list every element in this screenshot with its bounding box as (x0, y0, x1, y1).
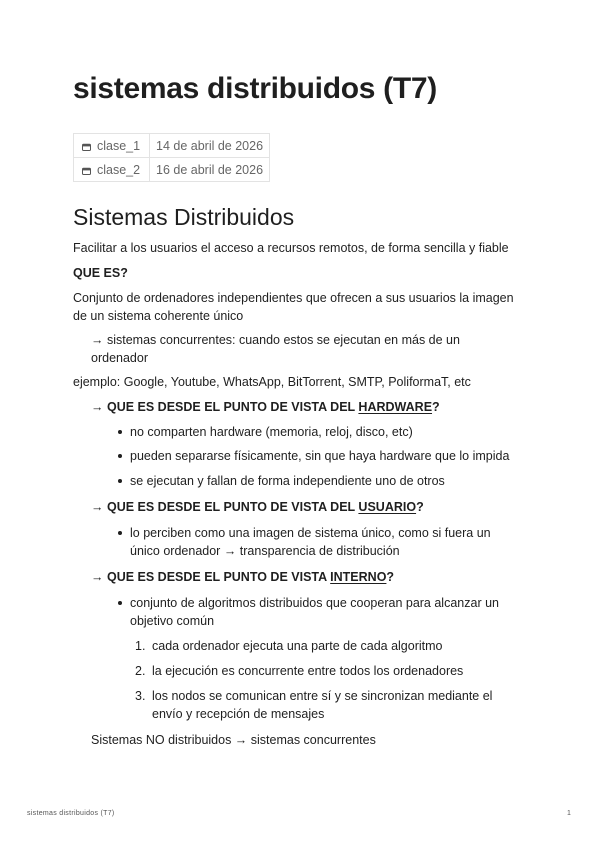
numbered-item: los nodos se comunican entre sí y se sincronizan mediante el (152, 689, 493, 703)
property-key (74, 134, 150, 158)
que-es-heading: QUE ES? (73, 266, 128, 280)
definition-line-1: Conjunto de ordenadores independientes que ofrecen a sus usuarios la imagen (73, 291, 514, 305)
list-number: 1. (135, 639, 146, 653)
property-key-label: clase_2 (97, 162, 141, 177)
hardware-heading (91, 398, 440, 416)
usuario-item-line-1: lo perciben como una imagen de sistema único, como si fuera un (130, 526, 491, 540)
bullet-icon (118, 479, 122, 483)
bullet-icon (118, 601, 122, 605)
property-row (74, 158, 270, 182)
properties-table (73, 133, 270, 182)
bullet-icon (118, 430, 122, 434)
list-item: se ejecutan y fallan de forma independiente uno de otros (130, 474, 445, 488)
calendar-icon (82, 143, 91, 151)
interno-heading-suffix: ? (386, 570, 395, 584)
list-number: 2. (135, 664, 146, 678)
interno-heading (91, 568, 394, 586)
usuario-heading-prefix: → QUE ES DESDE EL PUNTO DE VISTA DEL (91, 500, 359, 514)
hardware-heading-suffix: ? (432, 400, 440, 414)
list-item: pueden separarse físicamente, sin que haya hardware que lo impida (130, 449, 510, 463)
numbered-item-line-2: envío y recepción de mensajes (152, 707, 325, 721)
numbered-item: la ejecución es concurrente entre todos los ordenadores (152, 664, 464, 678)
property-row (74, 134, 270, 158)
property-key (74, 158, 150, 182)
page-title: sistemas distribuidos (T7) (73, 72, 437, 105)
hardware-keyword: HARDWARE (358, 400, 433, 414)
closing-text: Sistemas NO distribuidos → sistemas concurrentes (91, 733, 376, 747)
calendar-icon (82, 167, 91, 175)
footer-title: sistemas distribuidos (T7) (27, 810, 115, 817)
usuario-heading (91, 498, 424, 516)
bullet-icon (118, 531, 122, 535)
intro-text: Facilitar a los usuarios el acceso a recursos remotos, de forma sencilla y fiable (73, 241, 509, 255)
section-heading: Sistemas Distribuidos (73, 204, 295, 230)
list-item: no comparten hardware (memoria, reloj, disco, etc) (130, 425, 413, 439)
list-number: 3. (135, 689, 146, 703)
interno-heading-prefix: → QUE ES DESDE EL PUNTO DE VISTA (91, 570, 331, 584)
numbered-item: cada ordenador ejecuta una parte de cada algoritmo (152, 639, 443, 653)
definition-line-2: de un sistema coherente único (73, 309, 244, 323)
property-value: 16 de abril de 2026 (150, 158, 270, 182)
ejemplo-text: ejemplo: Google, Youtube, WhatsApp, BitTorrent, SMTP, PoliformaT, etc (73, 375, 471, 389)
interno-item-line-2: objetivo común (130, 614, 215, 628)
interno-item-line-1: conjunto de algoritmos distribuidos que cooperan para alcanzar un (130, 596, 499, 610)
usuario-keyword: USUARIO (358, 500, 417, 514)
property-key-label: clase_1 (97, 138, 141, 153)
interno-keyword: INTERNO (330, 570, 387, 584)
bullet-icon (118, 454, 122, 458)
page-number: 1 (567, 810, 571, 817)
concurrentes-line-2: ordenador (91, 351, 148, 365)
concurrentes-line-1: → sistemas concurrentes: cuando estos se ejecutan en más de un (91, 333, 460, 347)
usuario-heading-suffix: ? (416, 500, 424, 514)
hardware-heading-prefix: → QUE ES DESDE EL PUNTO DE VISTA DEL (91, 400, 359, 414)
usuario-item-line-2: único ordenador → transparencia de distribución (130, 544, 400, 558)
property-value: 14 de abril de 2026 (150, 134, 270, 158)
